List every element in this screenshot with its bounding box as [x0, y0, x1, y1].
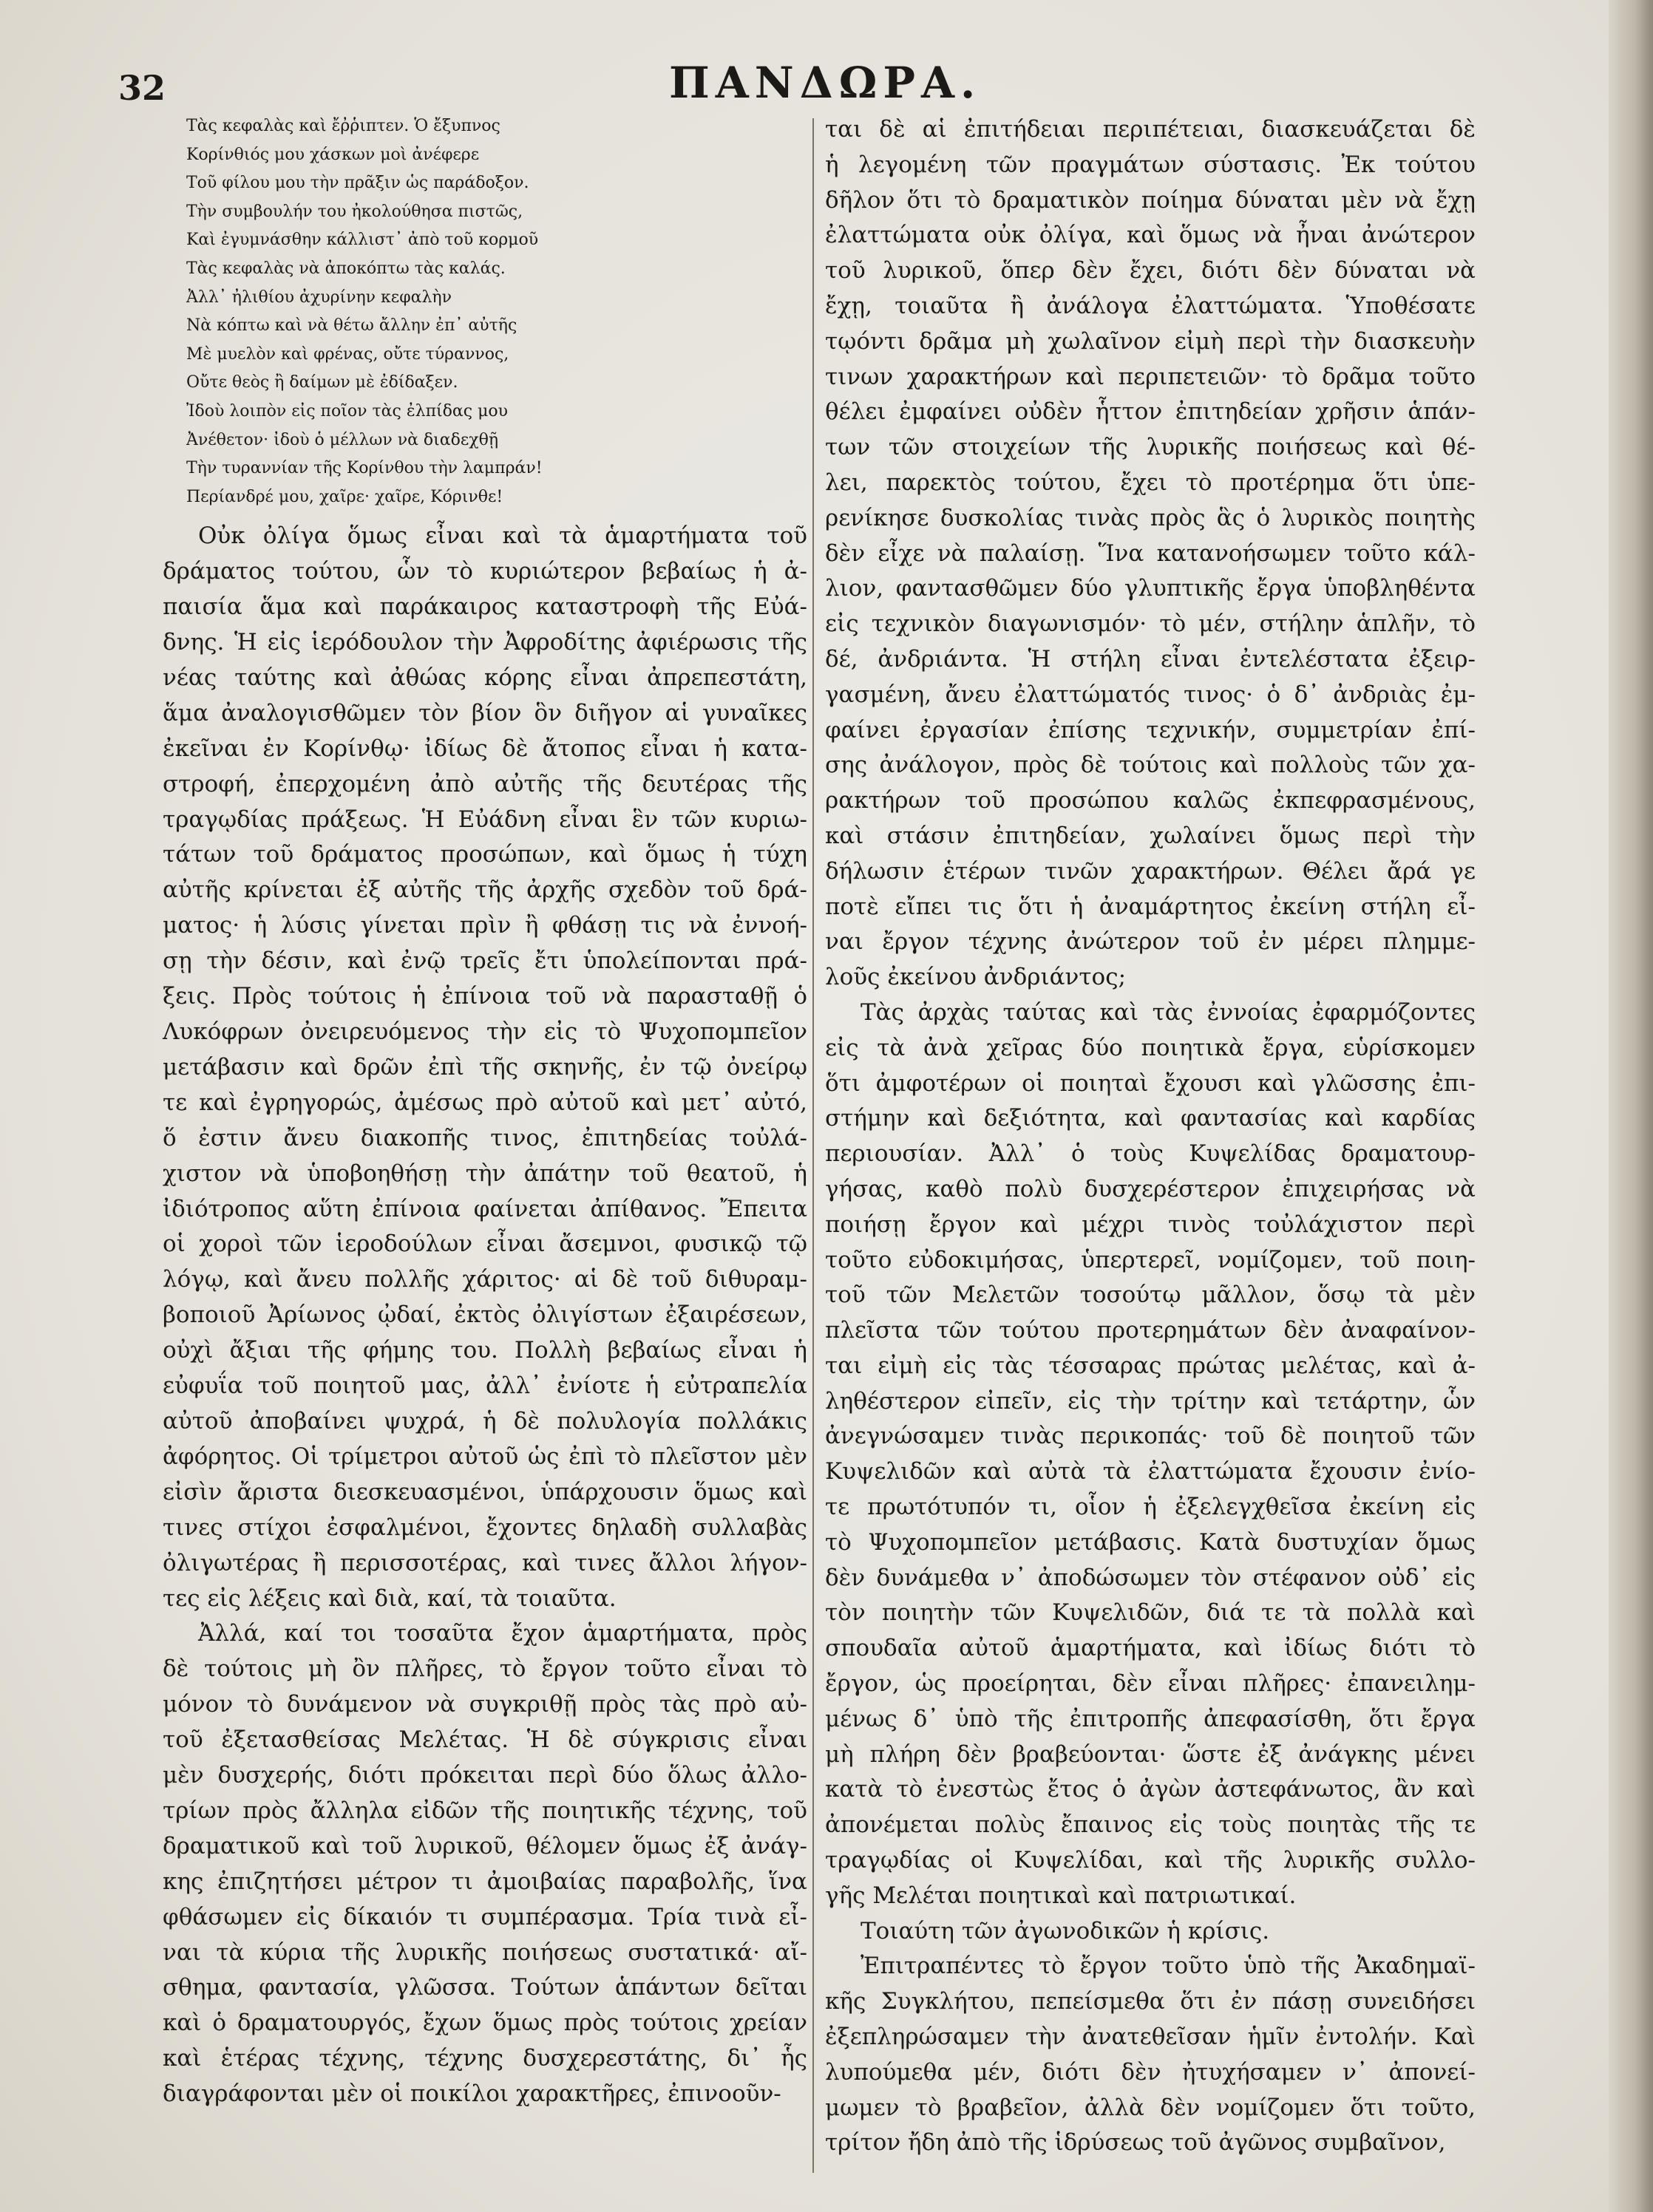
- text-line: ἀφόρητος. Οἱ τρίμετροι αὐτοῦ ὡς ἐπὶ τὸ πλεῖστον μὲν: [163, 1443, 807, 1470]
- text-line: τὸ Ψυχοπομπεῖον μετάβασις. Κατὰ δυστυχίαν ὅμως: [825, 1528, 1476, 1556]
- text-line: πλεῖστα τῶν τούτου προτερημάτων δὲν ἀναφαίνον-: [825, 1317, 1476, 1344]
- text-line: σθημα, φαντασία, γλῶσσα. Τούτων ἁπάντων δεῖται: [163, 1974, 807, 2001]
- text-line: ναι ἔργον τέχνης ἀνώτερον τοῦ ἐν μέρει πλημμε-: [825, 928, 1476, 956]
- text-line: τραγῳδίας οἱ Κυψελίδαι, καὶ τῆς λυρικῆς συλλο-: [825, 1847, 1476, 1874]
- column-divider: [812, 118, 814, 2173]
- text-line: εἰς τεχνικὸν διαγωνισμόν· τὸ μέν, στήλην ἁπλῆν, τὸ: [825, 610, 1476, 638]
- text-line: δνης. Ἡ εἰς ἱερόδουλον τὴν Ἀφροδίτης ἀφιέρωσις τῆς: [163, 629, 807, 656]
- text-line: ἀνεγνώσαμεν τινὰς περικοπάς· τοῦ δὲ ποιητοῦ τῶν: [825, 1423, 1476, 1450]
- text-line: τε καὶ ἐγρηγορώς, ἀμέσως πρὸ αὐτοῦ καὶ μετ᾽ αὐτό,: [163, 1089, 807, 1116]
- text-line: φθάσωμεν εἰς δίκαιόν τι συμπέρασμα. Τρία τινὰ εἶ-: [163, 1903, 807, 1930]
- text-line: τινων χαρακτήρων καὶ περιπετειῶν· τὸ δρᾶμα τοῦτο: [825, 363, 1476, 390]
- text-line: ποτὲ εἴπει τις ὅτι ἡ ἀναμάρτητος ἐκείνη στήλη εἶ-: [825, 893, 1476, 920]
- verse-line: Τὴν συμβουλήν του ἠκολούθησα πιστῶς,: [186, 202, 523, 221]
- right-prose: [825, 112, 1476, 2161]
- text-line: καὶ ὁ δραματουργός, ἔχων ὅμως πρὸς τούτοις χρείαν: [163, 2009, 807, 2037]
- text-line: διαγράφονται μὲν οἱ ποικίλοι χαρακτῆρες, ἐπινοοῦν-: [163, 2080, 781, 2108]
- text-line: γήσας, καθὸ πολὺ δυσχερέστερον ἐπιχειρήσας νὰ: [825, 1175, 1476, 1202]
- text-line: ἐκεῖναι ἐν Κορίνθῳ· ἰδίως δὲ ἄτοπος εἶναι ἡ κατα-: [163, 735, 807, 762]
- text-line: ὅ ἐστιν ἄνευ διακοπῆς τινος, ἐπιτηδείας τοὐλά-: [163, 1124, 807, 1151]
- verse-line: Ἰδοὺ λοιπὸν εἰς ποῖον τὰς ἐλπίδας μου: [186, 401, 508, 421]
- paragraph: [825, 996, 1476, 1914]
- text-line: καὶ ἑτέρας τέχνης, τέχνης δυσχερεστάτης, δι᾽ ἧς: [163, 2045, 807, 2072]
- text-line: δραματικοῦ καὶ τοῦ λυρικοῦ, θέλομεν ὅμως ἐξ ἀνάγ-: [163, 1832, 807, 1859]
- text-line: αὐτῆς κρίνεται ἐξ αὐτῆς τῆς ἀρχῆς σχεδὸν τοῦ δρά-: [163, 877, 807, 904]
- text-line: στήμην καὶ δεξιότητα, καὶ φαντασίας καὶ καρδίας: [825, 1105, 1476, 1132]
- text-line: μωμεν τὸ βραβεῖον, ἀλλὰ δὲν νομίζομεν ὅτι τοῦτο,: [825, 2094, 1476, 2121]
- verse-block: [163, 112, 807, 511]
- text-line: δὲ τούτοις μὴ ὂν πλῆρες, τὸ ἔργον τοῦτο εἶναι τὸ: [163, 1655, 807, 1683]
- text-line: εὐφυΐα τοῦ ποιητοῦ μας, ἀλλ᾽ ἐνίοτε ἡ εὐτραπελία: [163, 1372, 807, 1400]
- text-line: ναι τὰ κύρια τῆς λυρικῆς ποιήσεως συστατικά· αἴ-: [163, 1939, 807, 1966]
- text-line: Ἐπιτραπέντες τὸ ἔργον τοῦτο ὑπὸ τῆς Ἀκαδημαϊ-: [861, 1953, 1476, 1980]
- verse-line: Ἀλλ᾽ ἠλιθίου ἀχυρίνην κεφαλὴν: [186, 287, 452, 307]
- verse-line: Τοῦ φίλου μου τὴν πρᾶξιν ὡς παράδοξον.: [186, 174, 529, 193]
- text-line: Κυψελιδῶν καὶ αὐτὰ τὰ ἐλαττώματα ἔχουσιν ἐνίο-: [825, 1458, 1476, 1486]
- text-line: δὲν εἶχε νὰ παλαίσῃ. Ἵνα κατανοήσωμεν τοῦτο κάλ-: [825, 540, 1476, 567]
- text-line: λόγῳ, καὶ ἄνευ πολλῆς χάριτος· αἱ δὲ τοῦ διθυραμ-: [163, 1266, 807, 1293]
- text-line: εἰσὶν ἄριστα διεσκευασμένοι, ὑπάρχουσιν ὅμως καὶ: [163, 1478, 807, 1505]
- paragraph: [825, 1914, 1476, 1950]
- text-line: δῆλον ὅτι τὸ δραματικὸν ποίημα δύναται μὲν νὰ ἔχῃ: [825, 186, 1476, 214]
- text-line: παισία ἅμα καὶ παράκαιρος καταστροφὴ τῆς Εὐά-: [163, 593, 807, 621]
- text-line: τοῦ ἐξετασθείσας Μελέτας. Ἡ δὲ σύγκρισις εἶναι: [163, 1726, 807, 1754]
- text-line: τάτων τοῦ δράματος προσώπων, καὶ ὅμως ἡ τύχη: [163, 841, 807, 868]
- paragraph: [825, 112, 1476, 996]
- text-line: σης ἀνάλογον, πρὸς δὲ τούτοις καὶ πολλοὺς τῶν χα-: [825, 752, 1476, 779]
- text-line: τὸν ποιητὴν τῶν Κυψελιδῶν, διά τε τὰ πολλὰ καὶ: [825, 1599, 1476, 1627]
- text-line: ξεις. Πρὸς τούτοις ἡ ἐπίνοια τοῦ νὰ παρασταθῇ ὁ: [163, 983, 807, 1010]
- text-line: τραγῳδίας πράξεως. Ἡ Εὐάδνη εἶναι ἓν τῶν κυριω-: [163, 806, 807, 833]
- text-line: κατὰ τὸ ἐνεστὼς ἔτος ὁ ἀγὼν ἀστεφάνωτος, ἂν καὶ: [825, 1776, 1476, 1803]
- text-line: ται δὲ αἱ ἐπιτήδειαι περιπέτειαι, διασκευάζεται δὲ: [825, 116, 1476, 143]
- text-line: ὀλιγωτέρας ἢ περισσοτέρας, καὶ τινες ἄλλοι λήγον-: [163, 1549, 807, 1576]
- text-line: σῃ τὴν δέσιν, καὶ ἐνῷ τρεῖς ἔτι ὑπολείπονται πρά-: [163, 947, 807, 975]
- text-line: ἔργον, ὡς προείρηται, δὲν εἶναι πλῆρες· ἐπανειλημ-: [825, 1670, 1476, 1698]
- text-line: ἐξεπληρώσαμεν τὴν ἀνατεθεῖσαν ἡμῖν ἐντολήν. Καὶ: [825, 2024, 1476, 2051]
- verse-line: Καὶ ἐγυμνάσθην κάλλιστ᾽ ἀπὸ τοῦ κορμοῦ: [186, 231, 539, 250]
- text-line: δήλωσιν ἑτέρων τινῶν χαρακτήρων. Θέλει ἄρά γε: [825, 857, 1476, 885]
- text-line: Λυκόφρων ὀνειρευόμενος τὴν εἰς τὸ Ψυχοπομπεῖον: [163, 1018, 807, 1045]
- right-column: [825, 112, 1476, 2161]
- text-line: τοῦτο εὐδοκιμήσας, ὑπερτερεῖ, νομίζομεν, τοῦ ποιη-: [825, 1246, 1476, 1273]
- text-line: δὲν δυνάμεθα ν᾽ ἀποδώσωμεν τὸν στέφανον οὐδ᾽ εἰς: [825, 1564, 1476, 1591]
- text-line: Τὰς ἀρχὰς ταύτας καὶ τὰς ἐννοίας ἐφαρμόζοντες: [861, 998, 1476, 1026]
- text-line: ἅμα ἀναλογισθῶμεν τὸν βίον ὃν διῆγον αἱ γυναῖκες: [163, 699, 807, 726]
- text-line: χιστον νὰ ὑποβοηθήσῃ τὴν ἀπάτην τοῦ θεατοῦ, ἡ: [163, 1160, 807, 1187]
- text-line: τινες στίχοι ἐσφαλμένοι, ἔχοντες δηλαδὴ συλλαβὰς: [163, 1514, 807, 1541]
- text-line: θέλει ἐμφαίνει οὐδὲν ἧττον ἐπιτηδείαν χρῆσιν ἁπάν-: [825, 398, 1476, 426]
- verse-line: Μὲ μυελὸν καὶ φρένας, οὔτε τύραννος,: [186, 344, 509, 364]
- paragraph: [163, 1616, 807, 2112]
- text-line: περιουσίαν. Ἀλλ᾽ ὁ τοὺς Κυψελίδας δραματουρ-: [825, 1140, 1476, 1168]
- text-line: γασμένη, ἄνευ ἐλαττώματός τινος· ὁ δ᾽ ἀνδριὰς ἐμ-: [825, 681, 1476, 708]
- left-prose: [163, 519, 807, 2112]
- text-line: τρίων πρὸς ἄλληλα εἰδῶν τῆς ποιητικῆς τέχνης, τοῦ: [163, 1797, 807, 1824]
- text-line: γῆς Μελέται ποιητικαὶ καὶ πατριωτικαί.: [825, 1882, 1297, 1909]
- verse-line: Τὴν τυραννίαν τῆς Κορίνθου τὴν λαμπράν!: [186, 459, 543, 478]
- text-line: λει, παρεκτὸς τούτου, ἔχει τὸ προτέρημα ὅτι ὑπε-: [825, 469, 1476, 496]
- text-line: λιον, φαντασθῶμεν δύο γλυπτικῆς ἔργα ὑποβληθέντα: [825, 575, 1476, 602]
- paragraph: [825, 1949, 1476, 2161]
- text-line: σπουδαῖα αὐτοῦ ἁμαρτήματα, καὶ ἰδίως διότι τὸ: [825, 1635, 1476, 1662]
- paragraph: [163, 519, 807, 1616]
- text-line: ἰδιότροπος αὕτη ἐπίνοια φαίνεται ἀπίθανος. Ἔπειτα: [163, 1195, 807, 1222]
- text-line: ρακτήρων τοῦ προσώπου καλῶς ἐκπεφρασμένους,: [825, 787, 1476, 814]
- text-line: μὲν δυσχερής, διότι πρόκειται περὶ δύο ὅλως ἀλλο-: [163, 1762, 807, 1789]
- text-line: ποιήσῃ ἔργον καὶ μέχρι τινὸς τοὐλάχιστον περὶ: [825, 1211, 1476, 1238]
- text-line: ἡ λεγομένη τῶν πραγμάτων σύστασις. Ἐκ τούτου: [825, 151, 1476, 178]
- text-line: Ἀλλά, καί τοι τοσαῦτα ἔχον ἁμαρτήματα, πρὸς: [198, 1620, 807, 1647]
- text-line: δράματος τούτου, ὧν τὸ κυριώτερον βεβαίως ἡ ἀ-: [163, 558, 807, 585]
- page-number: 32: [118, 68, 166, 108]
- text-line: μὴ πλήρη δὲν βραβεύονται· ὥστε ἐξ ἀνάγκης μένει: [825, 1740, 1476, 1768]
- text-line: καὶ στάσιν ἐπιτηδείαν, χωλαίνει ὅμως περὶ τὴν: [825, 822, 1476, 849]
- text-line: ἀπονέμεται πολὺς ἔπαινος εἰς τοὺς ποιητὰς τῆς τε: [825, 1811, 1476, 1839]
- text-line: βοποιοῦ Ἀρίωνος ᾠδαί, ἐκτὸς ὀλιγίστων ἐξαιρέσεων,: [163, 1301, 807, 1329]
- verse-line: Τὰς κεφαλὰς καὶ ἔῤῥιπτεν. Ὁ ἔξυπνος: [186, 117, 500, 135]
- text-line: οὐχὶ ἄξιαι τῆς φήμης του. Πολλὴ βεβαίως εἶναι ἡ: [163, 1337, 807, 1364]
- text-line: τε πρωτότυπόν τι, οἷον ἡ ἐξελεγχθεῖσα ἐκείνη εἰς: [825, 1494, 1476, 1521]
- text-line: ρενίκησε δυσκολίας τινὰς πρὸς ἃς ὁ λυρικὸς ποιητὴς: [825, 504, 1476, 531]
- text-line: τες εἰς λέξεις καὶ διὰ, καί, τὰ τοιαῦτα.: [163, 1585, 617, 1612]
- text-line: αὐτοῦ ἀποβαίνει ψυχρά, ἡ δὲ πολυλογία πολλάκις: [163, 1407, 807, 1435]
- text-line: στροφή, ἐπερχομένη ἀπὸ αὐτῆς τῆς δευτέρας τῆς: [163, 770, 807, 797]
- text-line: εἰς τὰ ἀνὰ χεῖρας δύο ποιητικὰ ἔργα, εὑρίσκομεν: [825, 1034, 1476, 1061]
- text-line: ὅτι ἀμφοτέρων οἱ ποιηταὶ ἔχουσι καὶ γλῶσσης ἐπι-: [825, 1069, 1476, 1097]
- verse-line: Ἀνέθετον· ἰδοὺ ὁ μέλλων νὰ διαδεχθῇ: [186, 430, 499, 449]
- left-column: [163, 112, 807, 2112]
- text-line: τοῦ τῶν Μελετῶν τοσούτῳ μᾶλλον, ὅσῳ τὰ μὲν: [825, 1282, 1476, 1309]
- text-line: Οὐκ ὀλίγα ὅμως εἶναι καὶ τὰ ἁμαρτήματα τοῦ: [198, 523, 807, 550]
- text-line: ται εἰμὴ εἰς τὰς τέσσαρας πρώτας μελέτας, καὶ ἀ-: [825, 1352, 1476, 1379]
- text-line: λοῦς ἐκείνου ἀνδριάντος;: [825, 964, 1127, 991]
- text-line: μένως δ᾽ ὑπὸ τῆς ἐπιτροπῆς ἀπεφασίσθη, ὅτι ἔργα: [825, 1705, 1476, 1732]
- text-line: τῳόντι δρᾶμα μὴ χωλαῖνον εἰμὴ περὶ τὴν διασκευὴν: [825, 327, 1476, 355]
- text-line: τοῦ λυρικοῦ, ὅπερ δὲν ἔχει, διότι δὲν δύναται νὰ: [825, 257, 1476, 285]
- page-gutter-shadow: [1609, 0, 1653, 2212]
- text-line: ληθέστερον εἰπεῖν, εἰς τὴν τρίτην καὶ τετάρτην, ὧν: [825, 1387, 1476, 1415]
- text-line: κης ἐπιζητήσει μέτρον τι ἀμοιβαίας παραβολῆς, ἵνα: [163, 1868, 807, 1895]
- text-line: δέ, ἀνδριάντα. Ἡ στήλη εἶναι ἐντελέστατα ἐξειρ-: [825, 645, 1476, 673]
- text-line: νέας ταύτης καὶ ἀθώας κόρης εἶναι ἀπρεπεστάτη,: [163, 664, 807, 691]
- text-line: μόνον τὸ δυνάμενον νὰ συγκριθῇ πρὸς τὰς πρὸ αὐ-: [163, 1691, 807, 1718]
- text-line: των τῶν στοιχείων τῆς λυρικῆς ποιήσεως καὶ θέ-: [825, 434, 1476, 461]
- text-line: κῆς Συγκλήτου, πεπείσμεθα ὅτι ἐν πάσῃ συνειδήσει: [825, 1988, 1476, 2015]
- verse-line: Κορίνθιός μου χάσκων μοὶ ἀνέφερε: [186, 145, 480, 164]
- text-line: τρίτον ἤδη ἀπὸ τῆς ἱδρύσεως τοῦ ἀγῶνος συμβαῖνον,: [825, 2129, 1446, 2157]
- text-line: ἔχῃ, τοιαῦτα ἢ ἀνάλογα ἐλαττώματα. Ὑποθέσατε: [825, 292, 1476, 319]
- text-line: ἐλαττώματα οὐκ ὀλίγα, καὶ ὅμως νὰ ἦναι ἀνώτερον: [825, 222, 1476, 249]
- text-line: Τοιαύτη τῶν ἀγωνοδικῶν ἡ κρίσις.: [861, 1917, 1270, 1944]
- verse-line: Τὰς κεφαλὰς νὰ ἀποκόπτω τὰς καλάς.: [186, 259, 506, 278]
- text-line: οἱ χοροὶ τῶν ἱεροδούλων εἶναι ἄσεμνοι, φυσικῷ τῷ: [163, 1231, 807, 1258]
- verse-line: Νὰ κόπτω καὶ νὰ θέτω ἄλλην ἐπ᾽ αὐτῆς: [186, 316, 517, 336]
- text-line: λυπούμεθα μέν, διότι δὲν ἠτυχήσαμεν ν᾽ ἀπονεί-: [825, 2058, 1476, 2086]
- text-line: ματος· ἡ λύσις γίνεται πρὶν ἢ φθάσῃ τις νὰ ἐννοή-: [163, 912, 807, 939]
- text-line: μετάβασιν καὶ δρῶν ἐπὶ τῆς σκηνῆς, ἐν τῷ ὀνείρῳ: [163, 1053, 807, 1081]
- verse-line: Οὔτε θεὸς ἢ δαίμων μὲ ἐδίδαξεν.: [186, 373, 458, 392]
- running-title: ΠΑΝΔΩΡΑ.: [669, 58, 982, 108]
- text-line: φαίνει ἐργασίαν ἐπίσης τεχνικήν, συμμετρίαν ἐπί-: [825, 716, 1476, 743]
- verse-line: Περίανδρέ μου, χαῖρε· χαῖρε, Κόρινθε!: [186, 487, 503, 506]
